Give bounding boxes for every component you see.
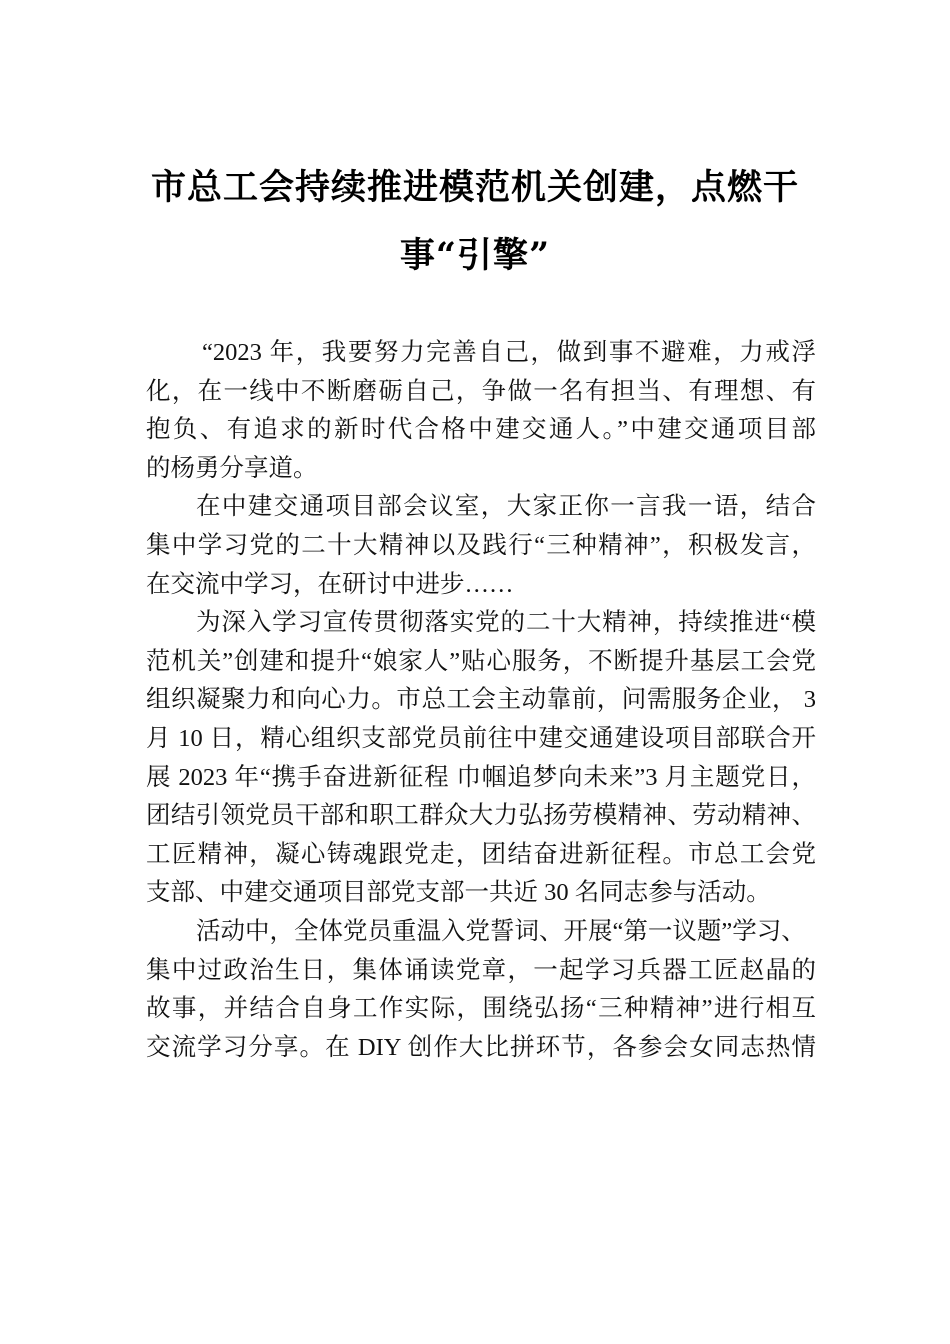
paragraph-line: 抱负、有追求的新时代合格中建交通人。”中建交通项目部 (146, 416, 816, 444)
paragraph-line: 化，在一线中不断磨砺自己，争做一名有担当、有理想、有 (146, 377, 816, 405)
paragraph-2 (146, 488, 816, 604)
paragraph-3 (146, 604, 816, 913)
paragraph-4 (146, 913, 816, 1067)
document-title-line-1: 市总工会持续推进模范机关创建，点燃干 (150, 167, 799, 208)
paragraph-line: 交流学习分享。在 DIY 创作大比拼环节，各参会女同志热情 (146, 1033, 816, 1061)
paragraph-line: 展 2023 年“携手奋进新征程 巾帼追梦向未来”3 月主题党日， (146, 763, 816, 791)
paragraph-line: 范机关”创建和提升“娘家人”贴心服务，不断提升基层工会党 (146, 647, 816, 675)
paragraph-line: 支部、中建交通项目部党支部一共近 30 名同志参与活动。 (146, 879, 771, 907)
paragraph-line: 集中学习党的二十大精神以及践行“三种精神”，积极发言， (146, 531, 816, 559)
paragraph-line: “2023 年，我要努力完善自己，做到事不避难，力戒浮 (202, 339, 816, 366)
paragraph-line: 故事，并结合自身工作实际，围绕弘扬“三种精神”进行相互 (146, 995, 816, 1023)
document-title-line-2: 事“引擎” (399, 235, 551, 276)
paragraph-line: 工匠精神，凝心铸魂跟党走，团结奋进新征程。市总工会党 (146, 840, 816, 868)
paragraph-line: 集中过政治生日，集体诵读党章，一起学习兵器工匠赵晶的 (146, 956, 816, 984)
paragraph-line: 组织凝聚力和向心力。市总工会主动靠前，问需服务企业， 3 (146, 686, 816, 714)
paragraph-line: 团结引领党员干部和职工群众大力弘扬劳模精神、劳动精神、 (146, 802, 816, 830)
paragraph-line: 的杨勇分享道。 (146, 454, 318, 482)
paragraph-1 (146, 334, 816, 488)
paragraph-line: 为深入学习宣传贯彻落实党的二十大精神，持续推进“模 (196, 609, 816, 637)
paragraph-line: 活动中，全体党员重温入党誓词、开展“第一议题”学习、 (196, 917, 806, 945)
document-body (146, 334, 816, 1067)
paragraph-line: 在交流中学习，在研讨中进步…… (146, 570, 514, 598)
paragraph-line: 月 10 日，精心组织支部党员前往中建交通建设项目部联合开 (146, 724, 816, 752)
paragraph-line: 在中建交通项目部会议室，大家正你一言我一语，结合 (196, 493, 816, 521)
